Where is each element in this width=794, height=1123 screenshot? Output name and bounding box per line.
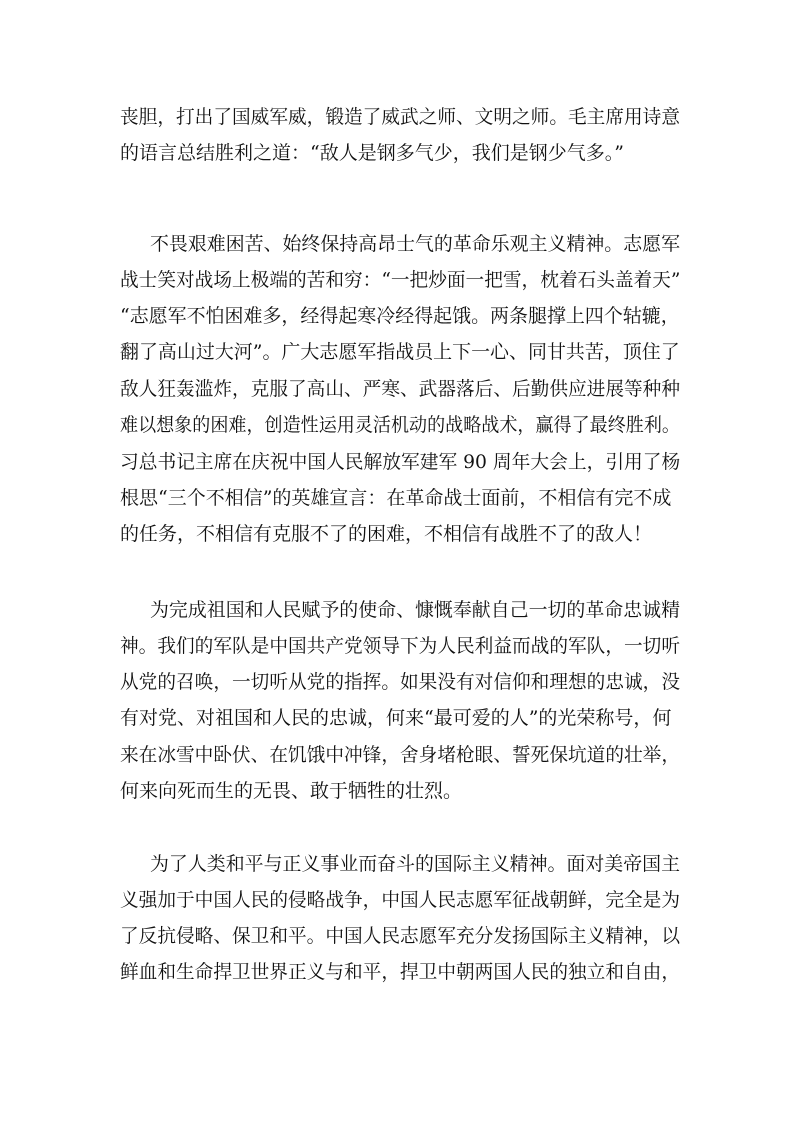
text-line: 根思“三个不相信”的英雄宣言：在革命战士面前，不相信有完不成 [120, 487, 672, 509]
text-line: 为完成祖国和人民赋予的使命、慷慨奉献自己一切的革命忠诚精 [150, 599, 681, 621]
text-line: 战士笑对战场上极端的苦和穷：“一把炒面一把雪，枕着石头盖着天” [120, 269, 681, 291]
text-line: “志愿军不怕困难多，经得起寒冷经得起饿。两条腿撑上四个轱辘， [120, 305, 680, 327]
text-line: 神。我们的军队是中国共产党领导下为人民利益而战的军队，一切听 [120, 635, 681, 657]
text-line: 有对党、对祖国和人民的忠诚，何来“最可爱的人”的光荣称号，何 [120, 707, 672, 729]
text-line: 鲜血和生命捍卫世界正义与和平，捍卫中朝两国人民的独立和自由， [120, 961, 681, 983]
text-line: 来在冰雪中卧伏、在饥饿中冲锋，舍身堵枪眼、誓死保坑道的壮举， [120, 744, 681, 766]
text-line: 的任务，不相信有克服不了的困难，不相信有战胜不了的敌人！ [120, 523, 653, 545]
text-line: 义强加于中国人民的侵略战争，中国人民志愿军征战朝鲜，完全是为 [120, 889, 681, 911]
text-line: 不畏艰难困苦、始终保持高昂士气的革命乐观主义精神。志愿军 [150, 233, 681, 255]
text-line: 了反抗侵略、保卫和平。中国人民志愿军充分发扬国际主义精神，以 [120, 925, 681, 947]
text-line: 难以想象的困难，创造性运用灵活机动的战略战术，赢得了最终胜利。 [120, 414, 681, 436]
text-line: 翻了高山过大河”。广大志愿军指战员上下一心、同甘共苦，顶住了 [120, 341, 680, 363]
text-line: 何来向死而生的无畏、敢于牺牲的壮烈。 [120, 780, 463, 802]
text-line: 丧胆，打出了国威军威，锻造了威武之师、文明之师。毛主席用诗意 [120, 106, 681, 128]
text-line: 的语言总结胜利之道：“敌人是钢多气少，我们是钢少气多。” [120, 142, 624, 164]
text-line: 敌人狂轰滥炸，克服了高山、严寒、武器落后、后勤供应进展等种种 [120, 378, 681, 400]
text-line: 为了人类和平与正义事业而奋斗的国际主义精神。面对美帝国主 [150, 853, 681, 875]
text-line: 习总书记主席在庆祝中国人民解放军建军 90 周年大会上，引用了杨 [120, 451, 681, 473]
text-line: 从党的召唤，一切听从党的指挥。如果没有对信仰和理想的忠诚，没 [120, 671, 681, 693]
